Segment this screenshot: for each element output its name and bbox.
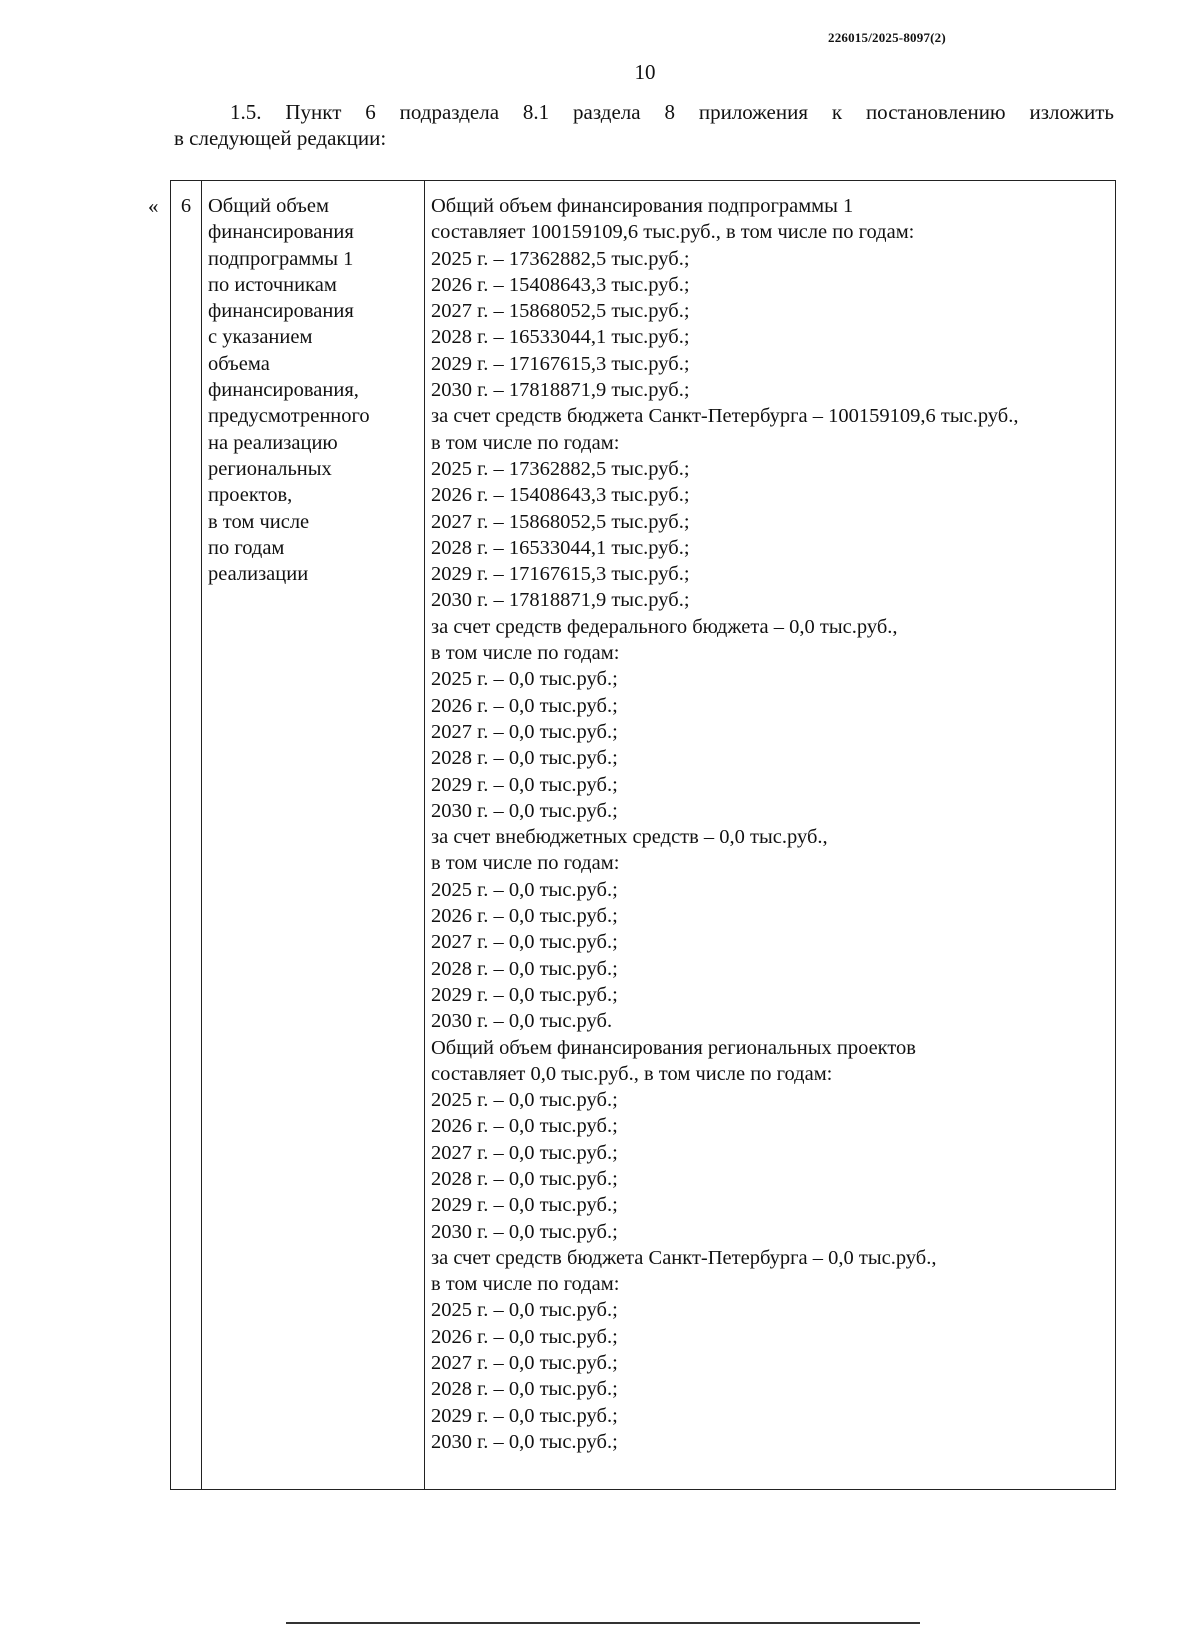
label-line: региональных (208, 457, 332, 480)
value-line: 2028 г. – 16533044,1 тыс.руб.; (431, 536, 690, 559)
value-line: 2029 г. – 17167615,3 тыс.руб.; (431, 352, 690, 375)
label-line: предусмотренного (208, 405, 370, 428)
value-line: 2026 г. – 0,0 тыс.руб.; (431, 1325, 618, 1348)
value-line: 2025 г. – 0,0 тыс.руб.; (431, 878, 618, 901)
label-line: по источникам (208, 273, 337, 296)
value-line: Общий объем финансирования подпрограммы 1 (431, 195, 854, 217)
bottom-divider (286, 1622, 920, 1624)
value-line: 2028 г. – 0,0 тыс.руб.; (431, 747, 618, 770)
document-id: 226015/2025-8097(2) (828, 30, 946, 45)
value-line: 2026 г. – 15408643,3 тыс.руб.; (431, 484, 690, 507)
value-line: составляет 100159109,6 тыс.руб., в том числе по годам: (431, 221, 915, 244)
row-values-cell (425, 181, 1116, 1490)
value-line: 2029 г. – 17167615,3 тыс.руб.; (431, 563, 690, 586)
opening-quote: « (148, 194, 159, 218)
financing-table (170, 180, 1116, 1490)
value-line: за счет средств бюджета Санкт-Петербурга – 0,0 тыс.руб., (431, 1246, 937, 1269)
value-line: 2026 г. – 0,0 тыс.руб.; (431, 905, 618, 928)
value-line: 2027 г. – 15868052,5 тыс.руб.; (431, 300, 690, 323)
row-label-cell (202, 181, 425, 1490)
value-line: за счет внебюджетных средств – 0,0 тыс.руб., (431, 826, 828, 849)
value-line: в том числе по годам: (431, 1273, 620, 1296)
value-line: 2027 г. – 0,0 тыс.руб.; (431, 1141, 618, 1164)
value-line: 2028 г. – 16533044,1 тыс.руб.; (431, 326, 690, 349)
value-line: составляет 0,0 тыс.руб., в том числе по годам: (431, 1062, 833, 1085)
value-line: 2030 г. – 0,0 тыс.руб.; (431, 1430, 618, 1453)
value-line: 2027 г. – 15868052,5 тыс.руб.; (431, 510, 690, 533)
value-line: 2027 г. – 0,0 тыс.руб.; (431, 1352, 618, 1375)
intro-line-2: в следующей редакции: (174, 126, 387, 150)
value-line: 2029 г. – 0,0 тыс.руб.; (431, 1194, 618, 1217)
value-line: 2027 г. – 0,0 тыс.руб.; (431, 720, 618, 743)
value-line: 2030 г. – 17818871,9 тыс.руб.; (431, 379, 690, 402)
table-row (171, 181, 1116, 1490)
value-line: Общий объем финансирования региональных проектов (431, 1036, 916, 1059)
intro-paragraph (174, 99, 1114, 151)
label-line: финансирования (208, 300, 354, 323)
value-line: 2025 г. – 17362882,5 тыс.руб.; (431, 457, 690, 480)
value-line: 2030 г. – 0,0 тыс.руб.; (431, 799, 618, 822)
value-line: 2030 г. – 0,0 тыс.руб.; (431, 1220, 618, 1243)
value-line: 2028 г. – 0,0 тыс.руб.; (431, 1378, 618, 1401)
value-line: 2027 г. – 0,0 тыс.руб.; (431, 931, 618, 954)
value-line: 2030 г. – 17818871,9 тыс.руб.; (431, 589, 690, 612)
value-line: 2026 г. – 15408643,3 тыс.руб.; (431, 273, 690, 296)
value-line: в том числе по годам: (431, 852, 620, 875)
intro-line-1: 1.5. Пункт 6 подраздела 8.1 раздела 8 приложения к постановлению изложить (230, 100, 1114, 124)
value-line: 2025 г. – 0,0 тыс.руб.; (431, 1089, 618, 1112)
value-line: 2029 г. – 0,0 тыс.руб.; (431, 983, 618, 1006)
label-line: в том числе (208, 510, 310, 533)
label-line: на реализацию (208, 431, 338, 454)
value-line: 2028 г. – 0,0 тыс.руб.; (431, 957, 618, 980)
label-line: по годам (208, 536, 285, 559)
value-line: 2029 г. – 0,0 тыс.руб.; (431, 773, 618, 796)
value-line: в том числе по годам: (431, 431, 620, 454)
value-line: 2029 г. – 0,0 тыс.руб.; (431, 1404, 618, 1427)
label-line: подпрограммы 1 (208, 247, 354, 270)
label-line: финансирования, (208, 379, 359, 402)
value-line: в том числе по годам: (431, 642, 620, 665)
label-line: Общий объем (208, 195, 329, 217)
value-line: 2025 г. – 0,0 тыс.руб.; (431, 668, 618, 691)
value-line: 2025 г. – 0,0 тыс.руб.; (431, 1299, 618, 1322)
value-line: за счет средств федерального бюджета – 0,0 тыс.руб., (431, 615, 898, 638)
value-line: 2028 г. – 0,0 тыс.руб.; (431, 1167, 618, 1190)
label-line: с указанием (208, 326, 313, 349)
label-line: финансирования (208, 221, 354, 244)
label-line: проектов, (208, 484, 293, 507)
value-line: за счет средств бюджета Санкт-Петербурга – 100159109,6 тыс.руб., (431, 405, 1019, 428)
value-line: 2025 г. – 17362882,5 тыс.руб.; (431, 247, 690, 270)
value-line: 2026 г. – 0,0 тыс.руб.; (431, 1115, 618, 1138)
page-number: 10 (634, 60, 656, 84)
label-line: объема (208, 352, 270, 375)
value-line: 2026 г. – 0,0 тыс.руб.; (431, 694, 618, 717)
row-number-cell: 6 (171, 181, 202, 1490)
value-line: 2030 г. – 0,0 тыс.руб. (431, 1010, 613, 1033)
label-line: реализации (208, 563, 309, 586)
